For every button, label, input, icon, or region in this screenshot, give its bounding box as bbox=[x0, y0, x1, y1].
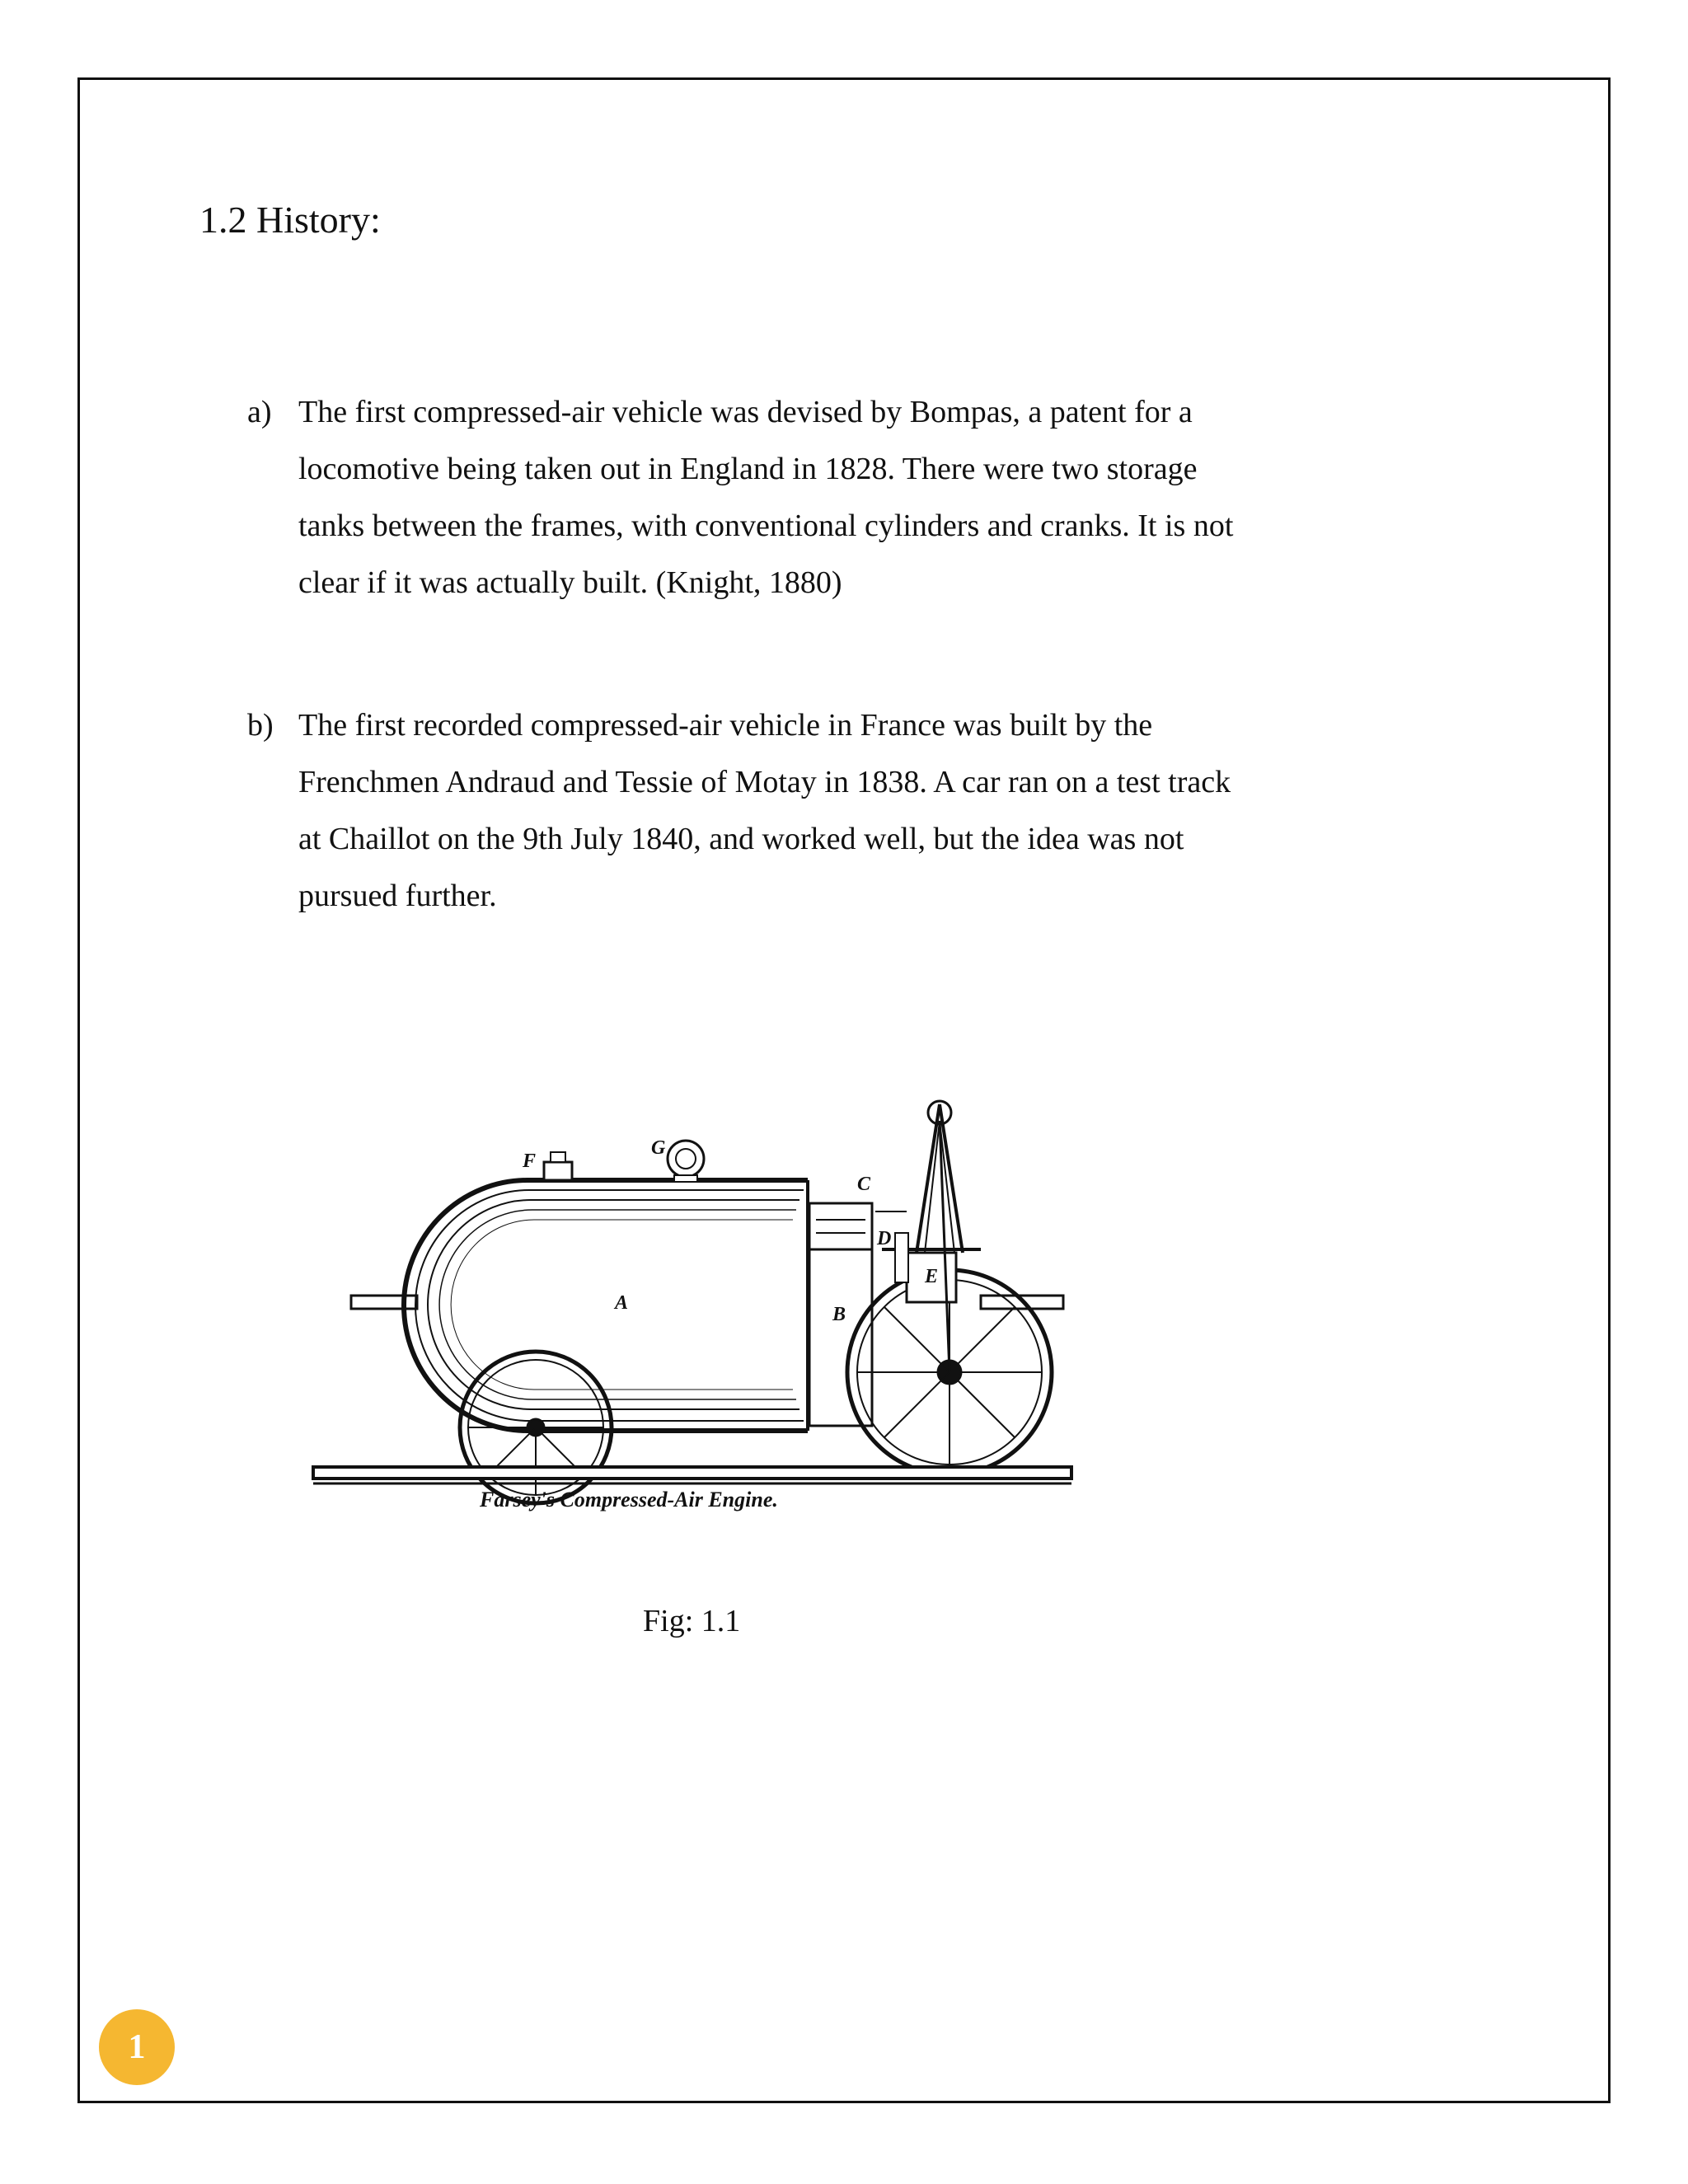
engine-illustration bbox=[305, 1088, 1096, 1516]
part-label-b: B bbox=[832, 1304, 846, 1325]
figure-caption: Fig: 1.1 bbox=[643, 1604, 741, 1638]
part-label-a: A bbox=[615, 1292, 629, 1314]
engraving-caption: Farsey's Compressed-Air Engine. bbox=[480, 1488, 778, 1511]
part-label-e: E bbox=[925, 1266, 939, 1287]
list-item-a bbox=[247, 384, 1236, 612]
section-heading: 1.2 History: bbox=[199, 199, 381, 241]
part-label-c: C bbox=[857, 1174, 871, 1195]
list-item-text: The first compressed-air vehicle was devised by Bompas, a patent for a locomotive being taken out in England in 1828. There were two storage tanks between the frames, with conventional cylinders and cranks. It is not clear if it was actually built. (Knight, 1880) bbox=[298, 395, 1234, 600]
list-marker: b) bbox=[247, 708, 274, 743]
part-label-d: D bbox=[877, 1228, 892, 1249]
list-marker: a) bbox=[247, 395, 272, 429]
part-label-g: G bbox=[651, 1137, 666, 1159]
list-item-text: The first recorded compressed-air vehicle in France was built by the Frenchmen Andraud and Tessie of Motay in 1838. A car ran on a test track at Chaillot on the 9th July 1840, and worked well, but the idea was not pursued further. bbox=[298, 708, 1231, 913]
part-label-f: F bbox=[523, 1151, 537, 1172]
page-number-badge: 1 bbox=[99, 2009, 175, 2085]
list-item-b bbox=[247, 697, 1236, 925]
